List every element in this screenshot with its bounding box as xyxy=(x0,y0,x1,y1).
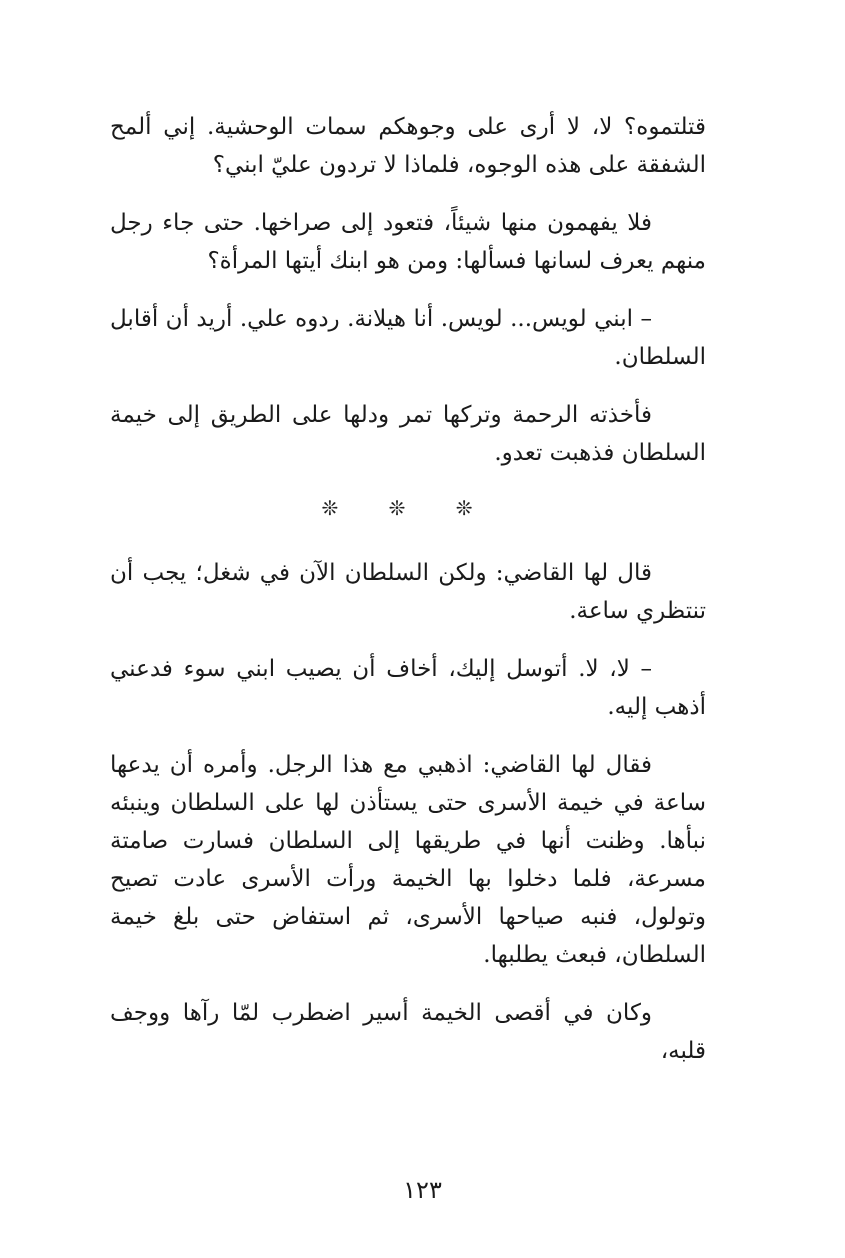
paragraph: فلا يفهمون منها شيئاً، فتعود إلى صراخها. حتى جاء رجل منهم يعرف لسانها فسألها: ومن هو ابنك أيتها المرأة؟ xyxy=(110,210,706,274)
paragraph: وكان في أقصى الخيمة أسير اضطرب لمّا رآها ووجف قلبه، xyxy=(110,1000,706,1064)
paragraph: – لا، لا. أتوسل إليك، أخاف أن يصيب ابني سوء فدعني أذهب إليه. xyxy=(110,656,706,720)
page-body xyxy=(110,108,706,1090)
paragraph: فقال لها القاضي: اذهبي مع هذا الرجل. وأمره أن يدعها ساعة في خيمة الأسرى حتى يستأذن لها على السلطان وينبئه نبأها. وظنت أنها في طريقها إلى السلطان فسارت صامتة مسرعة، فلما دخلوا بها الخيمة ورأت الأسرى عادت تصيح وتولول، فنبه صياحها الأسرى، ثم استفاض حتى بلغ خيمة السلطان، فبعث يطلبها. xyxy=(110,752,706,968)
paragraph: قتلتموه؟ لا، لا أرى على وجوهكم سمات الوحشية. إني ألمح الشفقة على هذه الوجوه، فلماذا لا تردون عليّ ابني؟ xyxy=(110,114,706,178)
paragraph: قال لها القاضي: ولكن السلطان الآن في شغل؛ يجب أن تنتظري ساعة. xyxy=(110,560,706,624)
paragraph: فأخذته الرحمة وتركها تمر ودلها على الطريق إلى خيمة السلطان فذهبت تعدو. xyxy=(110,402,706,466)
paragraph: – ابني لويس... لويس. أنا هيلانة. ردوه علي. أريد أن أقابل السلطان. xyxy=(110,306,706,370)
section-divider: ❊ ❊ ❊ xyxy=(321,496,495,520)
page-number: ١٢٣ xyxy=(403,1176,442,1204)
